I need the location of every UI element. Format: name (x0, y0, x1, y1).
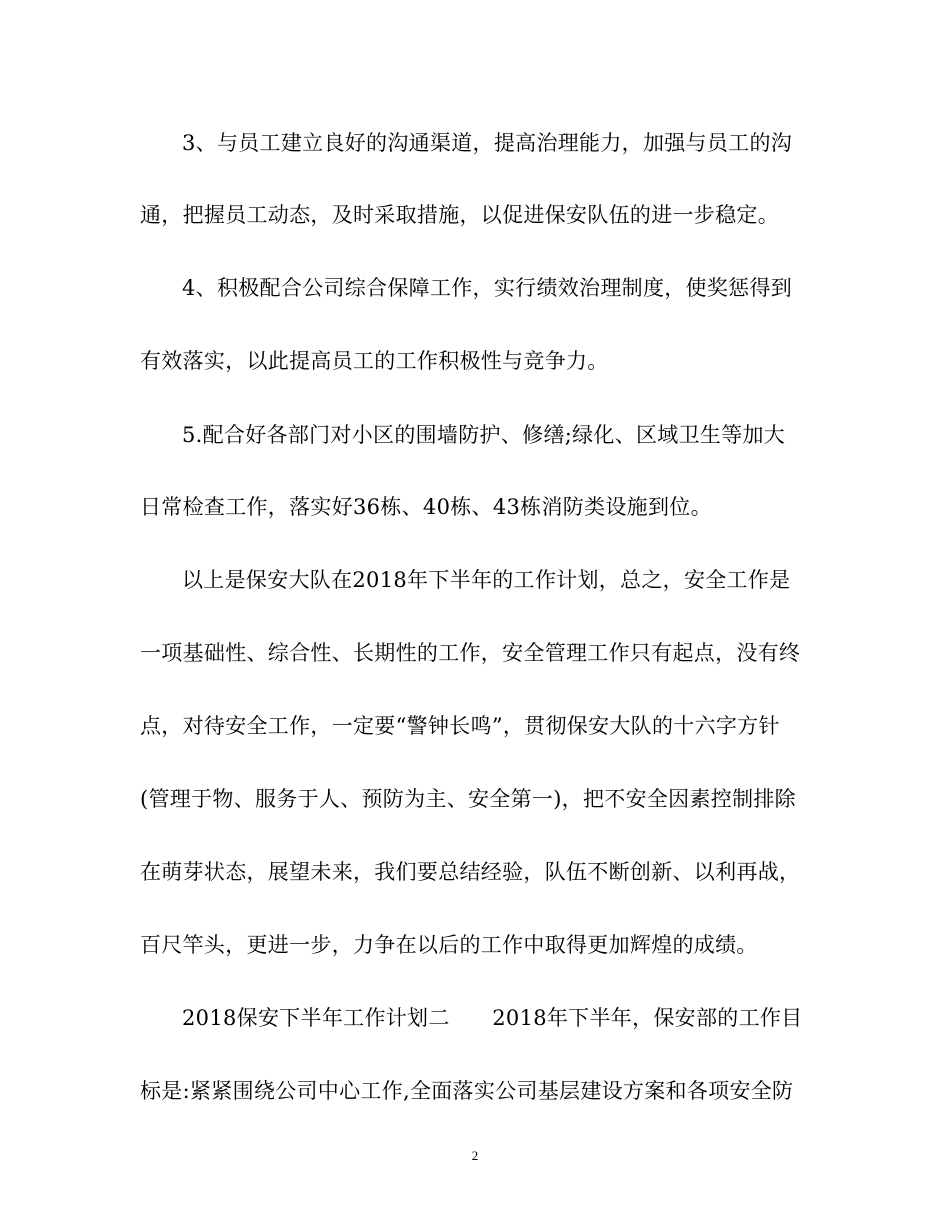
paragraph-line: 4、积极配合公司综合保障工作，实行绩效治理制度，使奖惩得到 (182, 276, 793, 300)
paragraph-line: (管理于物、服务于人、预防为主、安全第一)，把不安全因素控制排除 (140, 787, 796, 811)
paragraph-line: 有效落实，以此提高员工的工作积极性与竞争力。 (140, 349, 609, 373)
paragraph-line: 百尺竿头，更进一步，力争在以后的工作中取得更加辉煌的成绩。 (140, 933, 758, 957)
paragraph-line: 通，把握员工动态，及时采取措施，以促进保安队伍的进一步稳定。 (140, 203, 779, 227)
paragraph-line: 5.配合好各部门对小区的围墙防护、修缮;绿化、区域卫生等加大 (182, 423, 786, 447)
page-number: 2 (471, 1148, 479, 1163)
paragraph-line: 3、与员工建立良好的沟通渠道，提高治理能力，加强与员工的沟 (182, 131, 793, 155)
paragraph-line: 在萌芽状态，展望未来，我们要总结经验，队伍不断创新、以利再战， (140, 860, 801, 884)
paragraph-line: 2018保安下半年工作计划二 2018年下半年，保安部的工作目 (182, 1006, 803, 1030)
paragraph-line: 标是:紧紧围绕公司中心工作,全面落实公司基层建设方案和各项安全防 (140, 1079, 794, 1103)
paragraph-line: 以上是保安大队在2018年下半年的工作计划，总之，安全工作是 (182, 568, 791, 592)
paragraph-line: 日常检查工作，落实好36栋、40栋、43栋消防类设施到位。 (140, 495, 712, 519)
paragraph-line: 一项基础性、综合性、长期性的工作，安全管理工作只有起点，没有终 (140, 641, 801, 665)
paragraph-line: 点，对待安全工作，一定要“警钟长鸣”，贯彻保安大队的十六字方针 (140, 714, 780, 738)
